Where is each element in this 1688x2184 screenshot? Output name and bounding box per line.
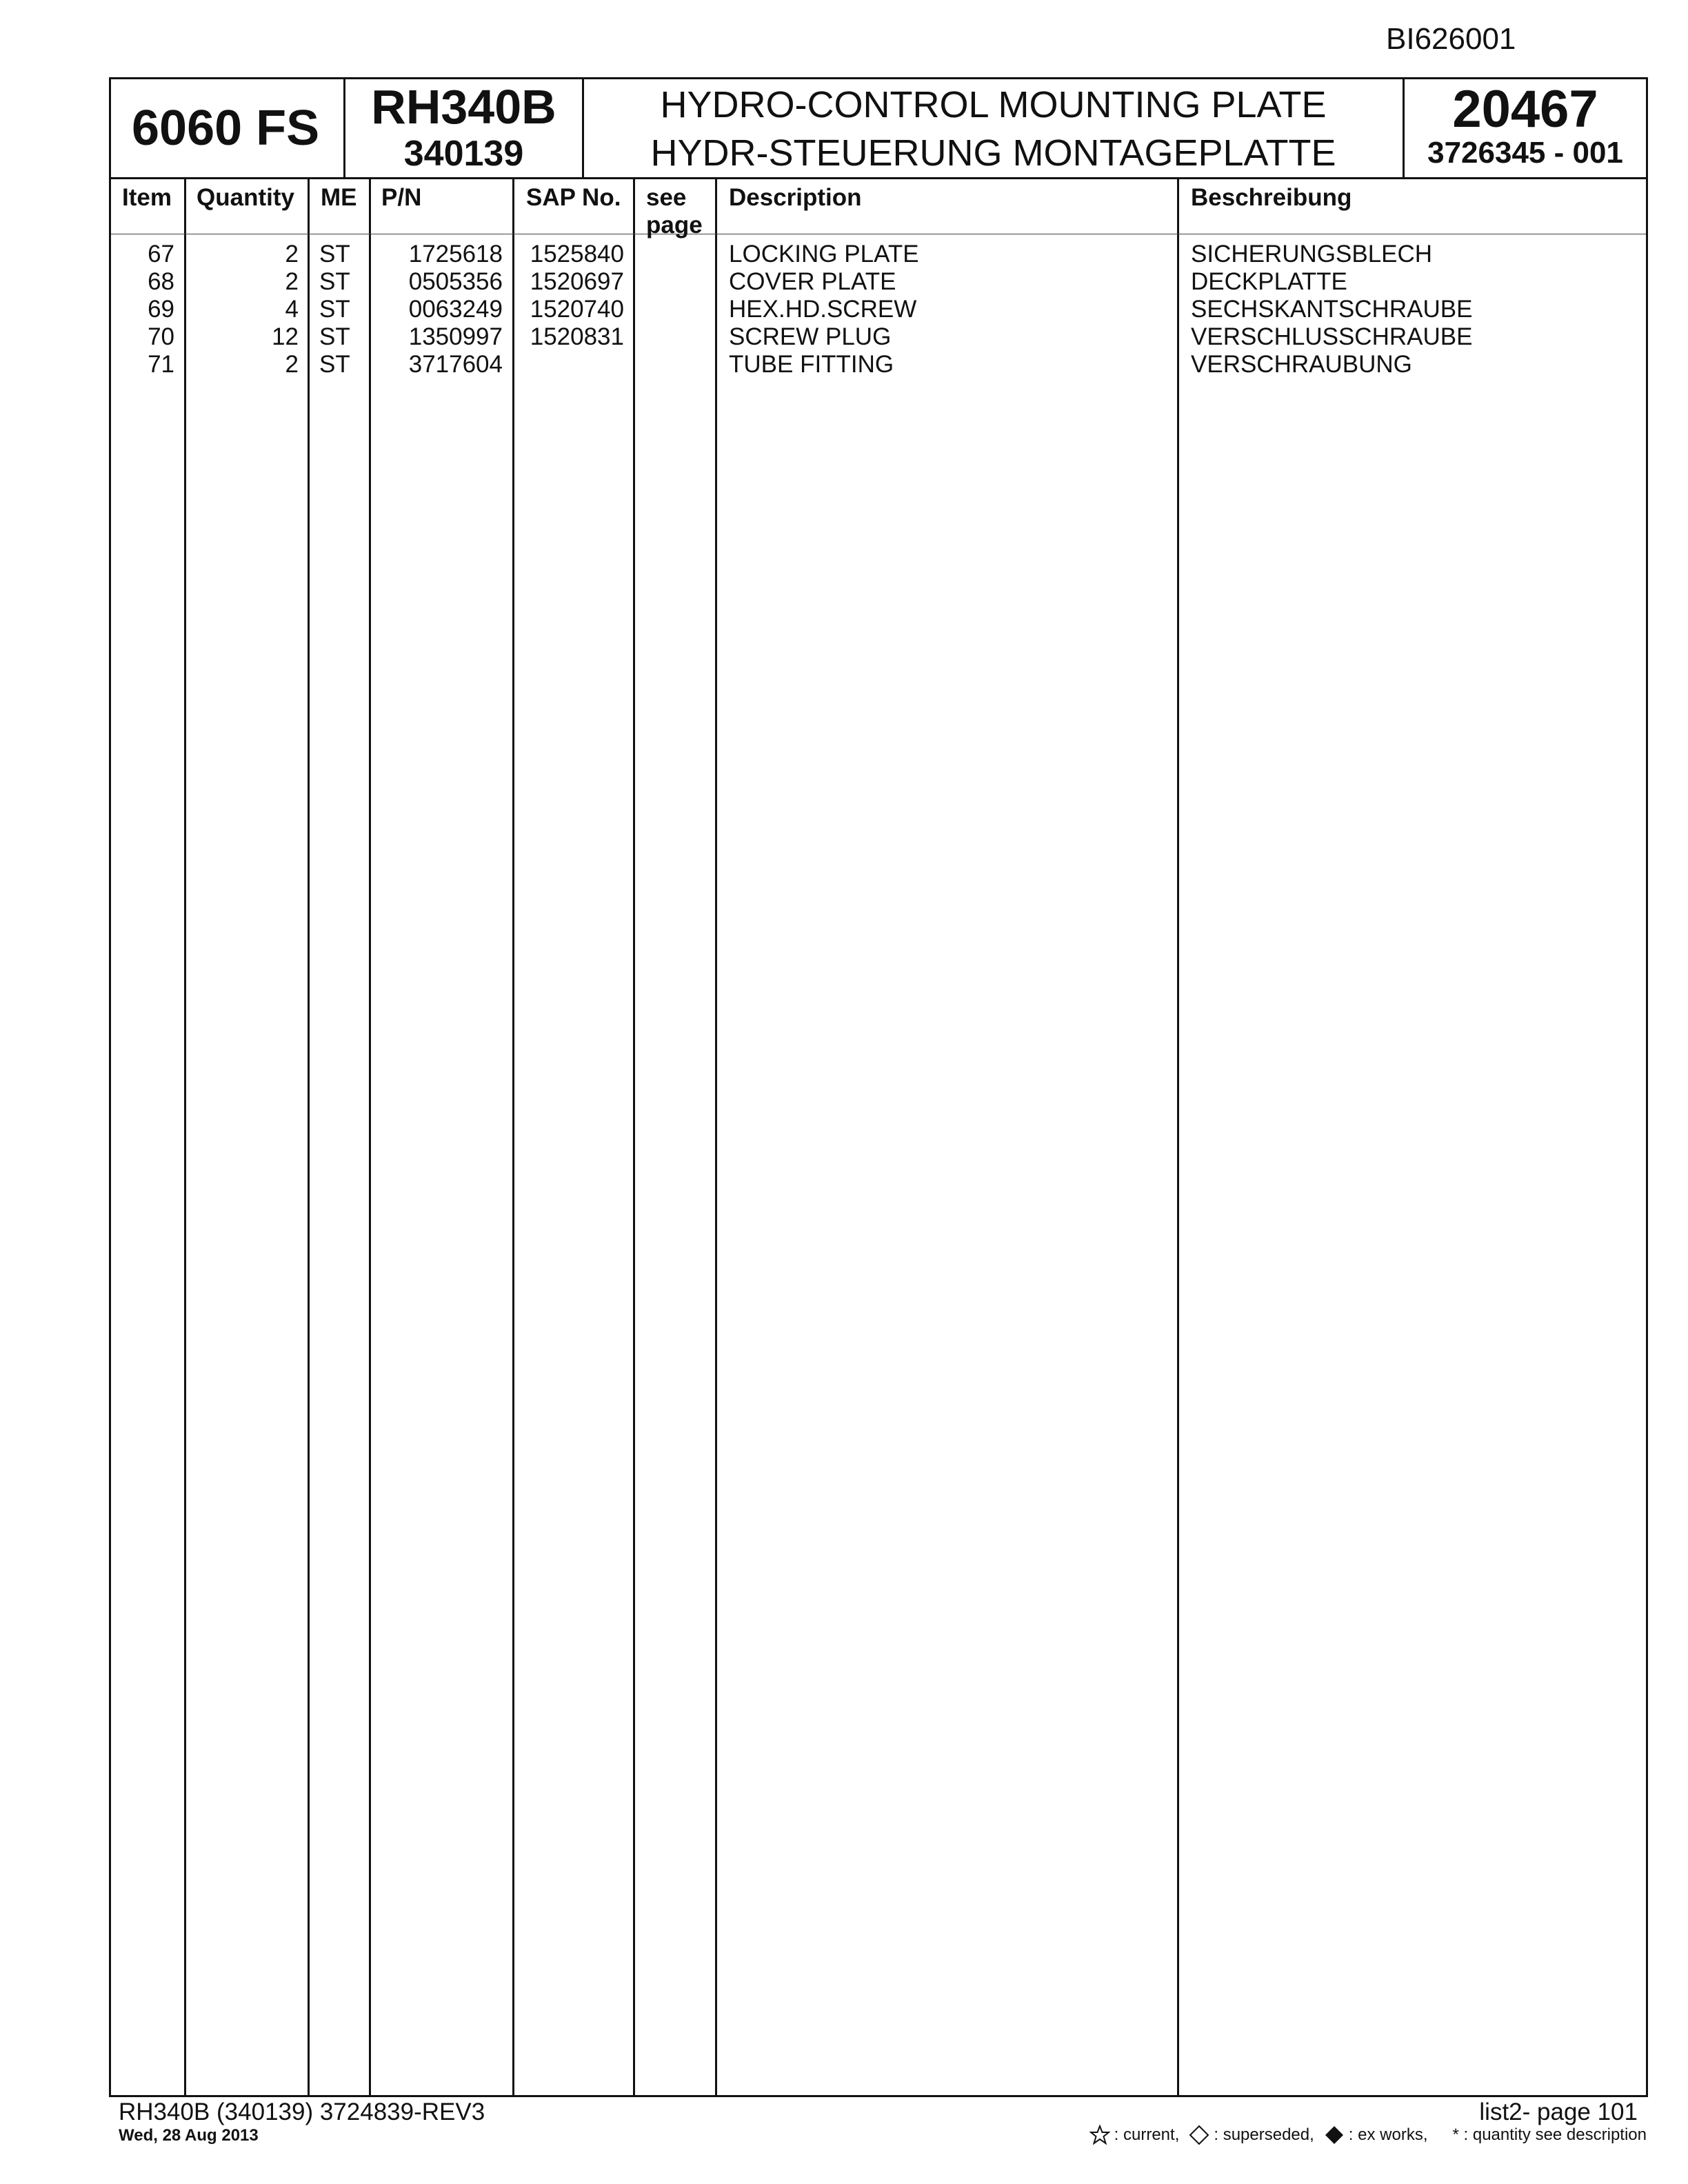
cell-me: ST — [319, 296, 350, 323]
cell-quantity: 2 — [285, 241, 299, 267]
cell-pn: 0063249 — [408, 296, 503, 323]
cell-item: 69 — [148, 296, 174, 323]
assembly-title-cell — [584, 79, 1405, 177]
cell-me: ST — [319, 268, 350, 295]
footer-date: Wed, 28 Aug 2013 — [119, 2126, 259, 2145]
parts-table-body — [111, 234, 1646, 2095]
cell-pn: 0505356 — [408, 268, 503, 295]
cell-pn: 1350997 — [408, 323, 503, 350]
col-header-item: Item — [122, 184, 172, 211]
legend-superseded — [1189, 2125, 1314, 2145]
cell-me: ST — [319, 351, 350, 378]
document-id: BI626001 — [1386, 22, 1516, 56]
legend-quantity: * : quantity see description — [1452, 2125, 1647, 2144]
footer-document-reference: RH340B (340139) 3724839-REV3 — [119, 2099, 485, 2125]
legend-ex-works-label: : ex works, — [1348, 2125, 1428, 2144]
cell-beschreibung: SICHERUNGSBLECH — [1191, 241, 1433, 267]
model-name: 6060 FS — [132, 101, 320, 156]
cell-item: 71 — [148, 351, 174, 378]
col-header-see-page — [646, 184, 703, 239]
col-header-description: Description — [729, 184, 862, 211]
footer-page-number: list2- page 101 — [1479, 2099, 1638, 2125]
col-header-beschreibung: Beschreibung — [1191, 184, 1352, 211]
cell-beschreibung: SECHSKANTSCHRAUBE — [1191, 296, 1473, 323]
col-header-sap: SAP No. — [526, 184, 621, 211]
cell-description: HEX.HD.SCREW — [729, 296, 917, 323]
table-row — [111, 296, 1646, 323]
drawing-number: 3726345 - 001 — [1427, 136, 1623, 170]
star-outline-icon — [1089, 2125, 1110, 2145]
cell-sap: 1520697 — [530, 268, 624, 295]
col-header-page: page — [646, 212, 703, 239]
table-row — [111, 241, 1646, 268]
group-number: 20467 — [1452, 80, 1598, 139]
group-number-cell — [1405, 79, 1646, 177]
col-header-quantity: Quantity — [197, 184, 294, 211]
title-block — [111, 79, 1646, 179]
cell-quantity: 2 — [285, 268, 299, 295]
diamond-outline-icon — [1189, 2125, 1209, 2145]
cell-item: 70 — [148, 323, 174, 350]
cell-me: ST — [319, 241, 350, 267]
diamond-filled-icon — [1324, 2125, 1345, 2145]
cell-pn: 3717604 — [408, 351, 503, 378]
cell-description: COVER PLATE — [729, 268, 896, 295]
legend-current-label: : current, — [1114, 2125, 1180, 2144]
parts-list-frame — [109, 77, 1648, 2097]
cell-quantity: 4 — [285, 296, 299, 323]
cell-quantity: 12 — [272, 323, 299, 350]
cell-item: 68 — [148, 268, 174, 295]
table-row — [111, 268, 1646, 296]
cell-beschreibung: DECKPLATTE — [1191, 268, 1347, 295]
legend-superseded-label: : superseded, — [1214, 2125, 1314, 2144]
column-header-row — [111, 177, 1646, 239]
cell-pn: 1725618 — [408, 241, 503, 267]
cell-quantity: 2 — [285, 351, 299, 378]
machine-serial: 340139 — [403, 134, 524, 174]
cell-sap: 1525840 — [530, 241, 624, 267]
title-german: HYDR-STEUERUNG MONTAGEPLATTE — [650, 132, 1336, 174]
legend-ex-works — [1324, 2125, 1428, 2145]
legend-current — [1089, 2125, 1180, 2145]
table-row — [111, 323, 1646, 351]
model-cell — [111, 79, 345, 177]
cell-beschreibung: VERSCHLUSSCHRAUBE — [1191, 323, 1473, 350]
title-english: HYDRO-CONTROL MOUNTING PLATE — [660, 84, 1327, 125]
cell-description: SCREW PLUG — [729, 323, 892, 350]
col-header-see: see — [646, 184, 687, 211]
cell-me: ST — [319, 323, 350, 350]
col-header-me: ME — [321, 184, 357, 211]
cell-beschreibung: VERSCHRAUBUNG — [1191, 351, 1412, 378]
col-header-pn: P/N — [381, 184, 422, 211]
table-row — [111, 351, 1646, 378]
cell-description: LOCKING PLATE — [729, 241, 919, 267]
cell-sap: 1520831 — [530, 323, 624, 350]
cell-item: 67 — [148, 241, 174, 267]
cell-description: TUBE FITTING — [729, 351, 894, 378]
footer-legend — [1084, 2125, 1647, 2145]
machine-cell — [345, 79, 584, 177]
cell-sap: 1520740 — [530, 296, 624, 323]
machine-type: RH340B — [371, 80, 556, 134]
